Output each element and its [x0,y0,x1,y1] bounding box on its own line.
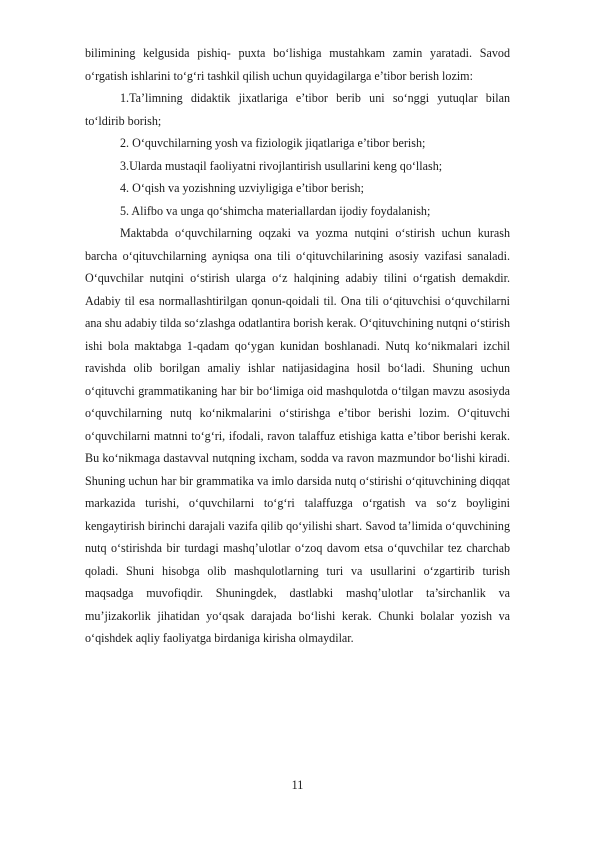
list-item-2: 2. O‘quvchilarning yosh va fiziologik jiqatlariga e’tibor berish; [120,136,426,150]
page-number: 11 [291,778,304,792]
list-item-1: 1.Ta’limning didaktik jixatlariga e’tibor berib uni so‘nggi yutuqlar bilan to‘ldirib borish; [85,91,510,128]
list-item-5: 5. Alifbo va unga qo‘shimcha materiallardan ijodiy foydalanish; [120,203,431,218]
paragraph-main: Maktabda o‘quvchilarning oqzaki va yozma nutqini o‘stirish uchun kurash barcha o‘qituvchilarning ayniqsa ona tili o‘qituvchilarining asosiy vazifasi sanaladi. O‘quvchilar nutqini o‘stirish ularga o‘z halqining adabiy tilini o‘rgatish demakdir. Adabiy til esa normallashtirilgan qonun-qoidali til. Ona tili o‘qituvchisi o‘quvchilarni ana shu adabiy tilda so‘zlashga odatlantira borish kerak. O‘qituvchining nutqni o‘stirish ishi bola maktabga 1-qadam qo‘ygan kunidan boshlanadi. Nutq ko‘nikmalari izchil ravishda olib borilgan amaliy ishlar natijasidagina hosil bo‘ladi. Shuning uchun o‘qituvchi grammatikaning har bir bo‘limiga oid mashqulotda o‘tilgan mavzu asosiyda o‘quvchilarning nutq ko‘nikmalarini o‘stirishga e’tibor berishi lozim. O‘qituvchi o‘quvchilarni matnni to‘g‘ri, ifodali, ravon talaffuz etishiga katta e’tibor berishi kerak. Bu ko‘nikmaga dastavval nutqning ixcham, sodda va ravon mazmundor bo‘lishi kiradi. Shuning uchun har bir grammatika va imlo darsida nutq o‘stirishi o‘qituvchining diqqat markazida turishi, o‘quvchilarni to‘g‘ri talaffuzga o‘rgatish va so‘z boyligini kengaytirish birinchi darajali vazifa qilib qo‘yilishi shart. Savod ta’limida o‘quvchining nutq o‘stirishda bir turdagi mashq’ulotlar o‘zoq davom etsa o‘quvchilar tez charchab qoladi. Shuni hisobga olib mashqulotlarning turi va usullarini o‘zgartirib turish maqsadga muvofiqdir. Shuningdek, dastlabki mashq’ulotlar ta’sirchanlik va mu’jizakorlik jihatidan yo‘qsak darajada bo‘lishi kerak. Chunki bolalar yozish va o‘qishdek aqliy faoliyatga birdaniga kirisha olmaydilar. [85,226,510,645]
paragraph-continuation: bilimining kelgusida pishiq- puxta bo‘lishiga mustahkam zamin yaratadi. Savod o‘rgatish ishlarini to‘g‘ri tashkil qilish uchun quyidagilarga e’tibor berish lozim: [85,46,510,83]
list-item-4: 4. O‘qish va yozishning uzviyligiga e’tibor berish; [120,181,364,195]
list-item-3: 3.Ularda mustaqil faoliyatni rivojlantirish usullarini keng qo‘llash; [120,158,443,173]
body-text [85,42,510,650]
